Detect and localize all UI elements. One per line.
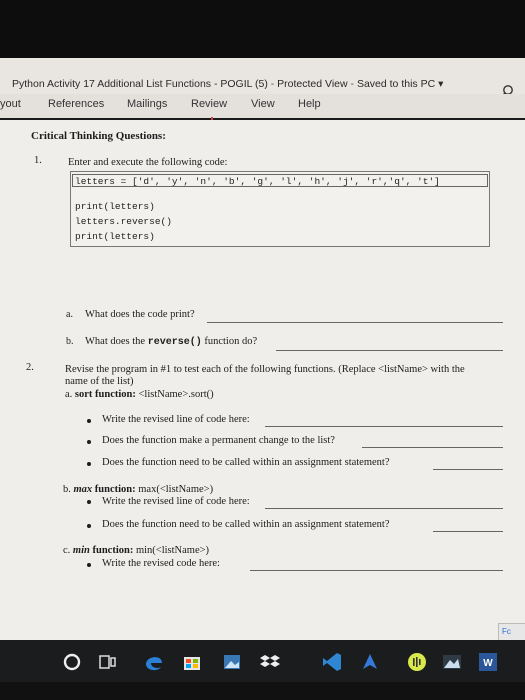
- page-corner-badge[interactable]: Fc: [498, 623, 525, 641]
- audio-icon[interactable]: [405, 650, 429, 674]
- q1b-label: b.: [66, 336, 74, 347]
- q2b-heading: [63, 484, 213, 495]
- q2c-heading: [63, 545, 209, 556]
- q1b-code: reverse(): [147, 337, 202, 348]
- bullet: [87, 563, 91, 567]
- code-line-2: print(letters): [75, 201, 155, 212]
- q2b-bold: max: [73, 484, 93, 495]
- vscode-icon[interactable]: [320, 650, 344, 674]
- q2a-bullet-2: Does the function make a permanent change to the list?: [102, 435, 335, 446]
- q2c-bold: min: [72, 545, 90, 556]
- bullet: [87, 524, 91, 528]
- task-view-icon[interactable]: [96, 650, 120, 674]
- winamp-icon[interactable]: [358, 650, 382, 674]
- tab-mailings[interactable]: Mailings: [127, 98, 168, 110]
- section-heading: Critical Thinking Questions:: [31, 130, 166, 142]
- q1b-text-pre: What does the: [85, 336, 146, 347]
- q2a-answer-line-2[interactable]: [362, 447, 503, 448]
- q2c-answer-line-1[interactable]: [250, 570, 503, 571]
- code-line-1: letters = ['d', 'y', 'n', 'b', 'g', 'l', 'h', 'j', 'r','q', 't']: [75, 176, 440, 187]
- q1b-answer-line[interactable]: [276, 350, 503, 351]
- q2c-rest: min(<listName>): [135, 545, 210, 556]
- word-icon[interactable]: [476, 650, 500, 674]
- bullet: [87, 500, 91, 504]
- q1b-text-post: function do?: [204, 336, 258, 347]
- q2a-bullet-3: Does the function need to be called within an assignment statement?: [102, 457, 390, 468]
- svg-text:W: W: [483, 658, 493, 669]
- store-icon[interactable]: [180, 650, 204, 674]
- bullet: [87, 462, 91, 466]
- q2c-label: c.: [63, 545, 71, 556]
- q2a-bullet-1: Write the revised line of code here:: [102, 414, 250, 425]
- q1a-answer-line[interactable]: [207, 322, 503, 323]
- tab-references[interactable]: References: [48, 98, 105, 110]
- taskbar-bottom-edge: [0, 682, 525, 700]
- q2b-label: b.: [63, 484, 71, 495]
- q2a-bold: sort function:: [74, 389, 136, 400]
- question-1-number: 1.: [34, 155, 42, 166]
- question-2-text-line1: Revise the program in #1 to test each of the following functions. (Replace <listName> with the: [65, 364, 465, 375]
- tab-review[interactable]: Review: [191, 98, 228, 110]
- tab-help[interactable]: Help: [298, 98, 321, 110]
- code-line-4: print(letters): [75, 231, 155, 242]
- q2b-bold2: function:: [94, 484, 136, 495]
- q2b-bullet-1: Write the revised line of code here:: [102, 496, 250, 507]
- code-line-3: letters.reverse(): [75, 216, 172, 227]
- q1a-text: What does the code print?: [85, 309, 195, 320]
- q2a-rest: <listName>.sort(): [138, 389, 214, 400]
- q2a-label: a.: [65, 389, 73, 400]
- q2c-bullet-1: Write the revised code here:: [102, 558, 220, 569]
- q2a-answer-line-1[interactable]: [265, 426, 503, 427]
- q1b-text: [85, 336, 257, 348]
- q2c-bold2: function:: [92, 545, 134, 556]
- cortana-icon[interactable]: [60, 650, 84, 674]
- monitor-bezel: [0, 0, 525, 58]
- q2b-bullet-2: Does the function need to be called within an assignment statement?: [102, 519, 390, 530]
- q2b-answer-line-2[interactable]: [433, 531, 503, 532]
- q2b-rest: max(<listName>): [138, 484, 214, 495]
- photos-icon[interactable]: [220, 650, 244, 674]
- q2a-heading: [65, 389, 214, 400]
- q2a-answer-line-3[interactable]: [433, 469, 503, 470]
- tab-layout[interactable]: yout: [0, 98, 21, 110]
- image-icon[interactable]: [440, 650, 464, 674]
- edge-icon[interactable]: [142, 650, 166, 674]
- q1a-label: a.: [66, 309, 73, 320]
- document-title: Python Activity 17 Additional List Functions - POGIL (5): [12, 78, 268, 90]
- save-status[interactable]: Saved to this PC: [356, 78, 436, 90]
- tab-view[interactable]: View: [251, 98, 275, 110]
- dropbox-icon[interactable]: [258, 650, 282, 674]
- bullet: [87, 419, 91, 423]
- chevron-down-icon[interactable]: ▾: [438, 78, 444, 90]
- bullet: [87, 440, 91, 444]
- question-1-text: Enter and execute the following code:: [68, 157, 228, 168]
- window-title: Python Activity 17 Additional List Functions - POGIL (5) - Protected View - Saved to this PC ▾: [12, 78, 444, 90]
- q2b-answer-line-1[interactable]: [265, 508, 503, 509]
- protected-view-label: Protected View: [277, 78, 348, 90]
- question-2-number: 2.: [26, 362, 34, 373]
- question-2-text-line2: name of the list): [65, 376, 134, 387]
